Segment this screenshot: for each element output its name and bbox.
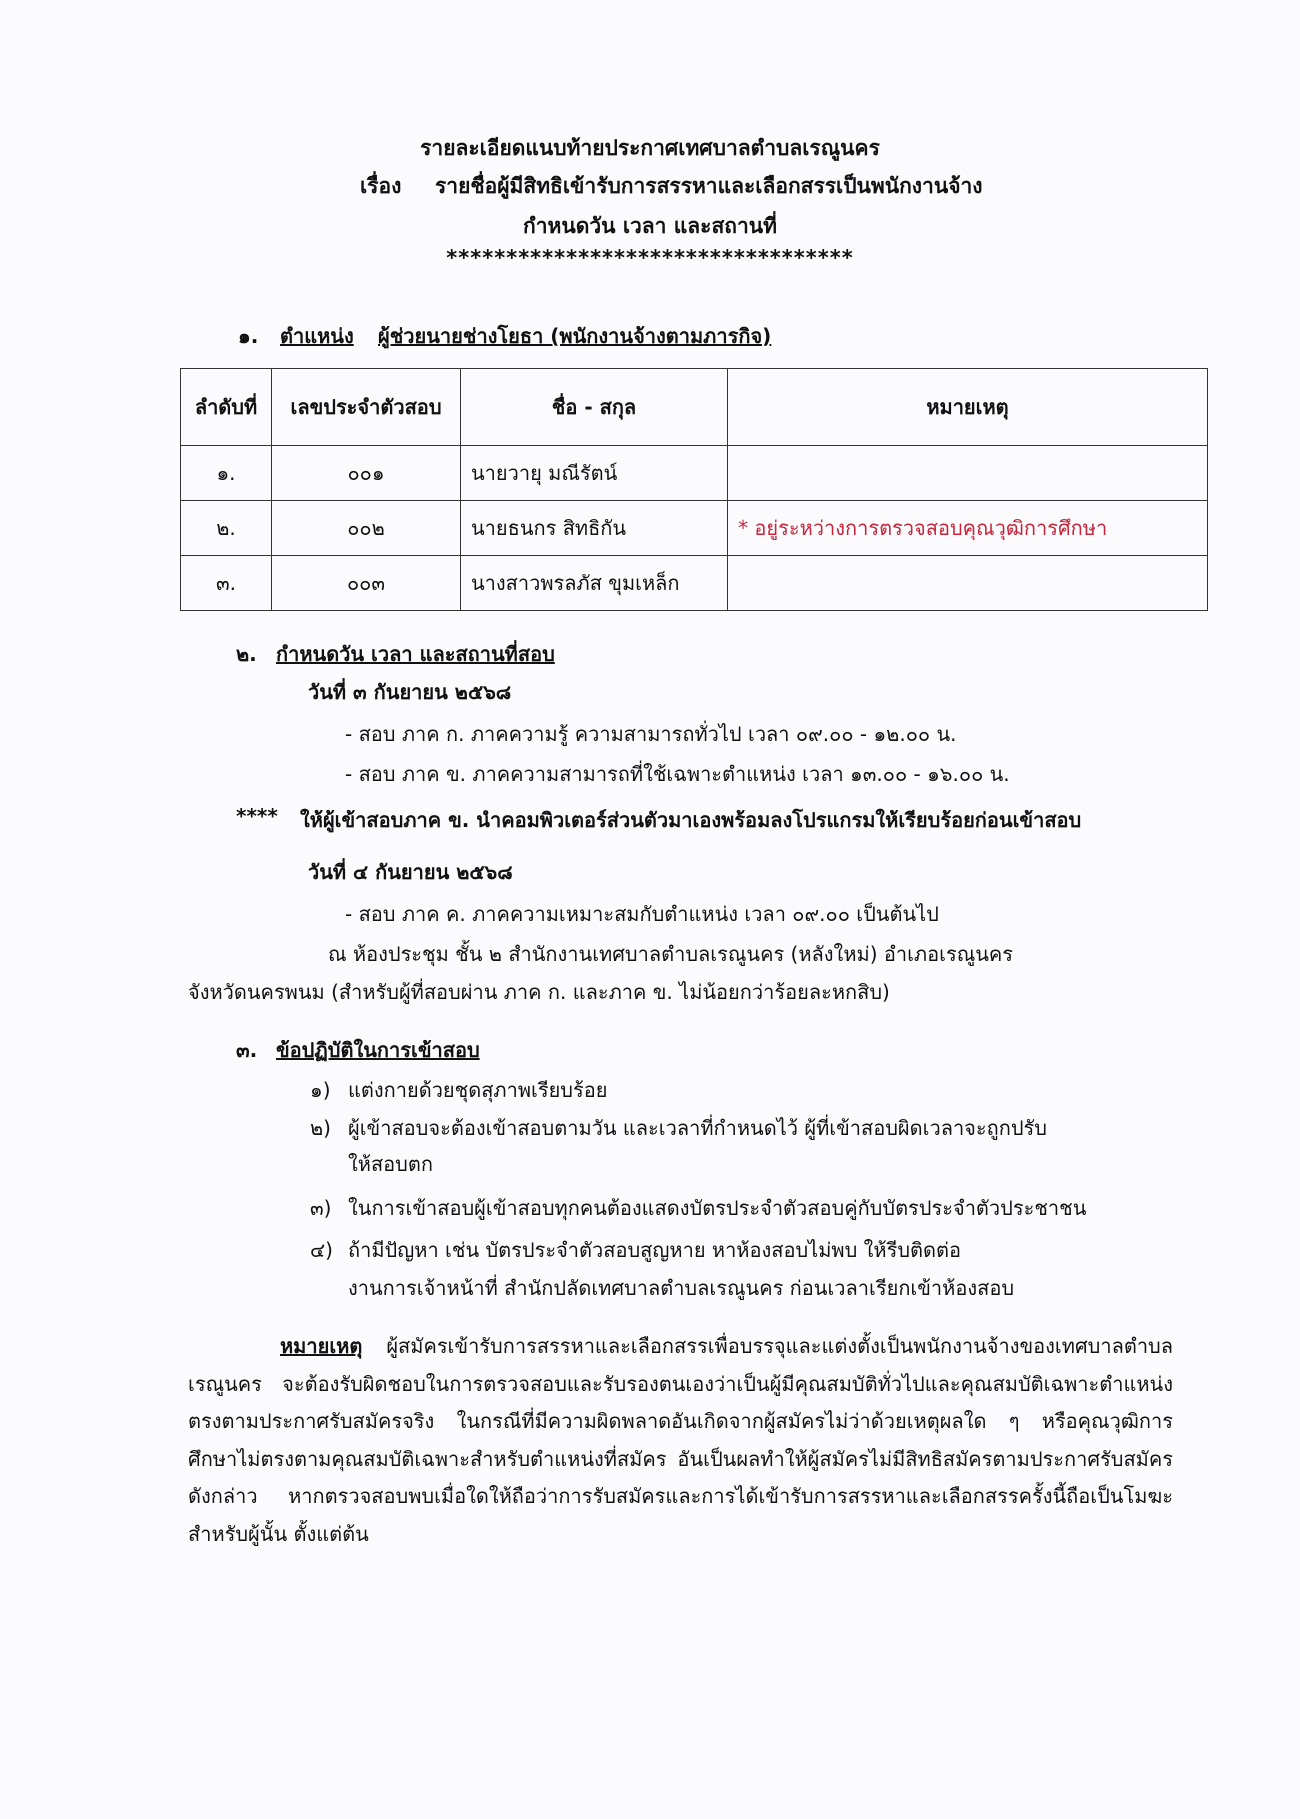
table-row [181,501,1208,556]
row-remark [728,556,1208,611]
row-name: นายวายุ มณีรัตน์ [461,446,728,501]
section1-title: ผู้ช่วยนายช่างโยธา (พนักงานจ้างตามภารกิจ) [378,324,772,348]
section3-number: ๓. [236,1038,258,1062]
col-header-remark: หมายเหตุ [728,369,1208,446]
remark-label: หมายเหตุ [280,1334,363,1358]
rule-text-cont: งานการเจ้าหน้าที่ สำนักปลัดเทศบาลตำบลเรณูนคร ก่อนเวลาเรียกเข้าห้องสอบ [348,1276,1015,1300]
venue-line2: จังหวัดนครพนม (สำหรับผู้ที่สอบผ่าน ภาค ก. และภาค ข. ไม่น้อยกว่าร้อยละหกสิบ) [188,980,890,1004]
exam-part-c: - สอบ ภาค ค. ภาคความเหมาะสมกับตำแหน่ง เวลา ๐๙.๐๐ เป็นต้นไป [345,902,939,926]
subject-label: เรื่อง [360,174,402,198]
subject-text: รายชื่อผู้มีสิทธิเข้ารับการสรรหาและเลือกสรรเป็นพนักงานจ้าง [435,174,983,198]
header-divider: ********************************** [446,246,854,270]
row-exam-id: ๐๐๒ [272,501,461,556]
row-order: ๒. [181,501,272,556]
row-remark [728,446,1208,501]
rule-text: ผู้เข้าสอบจะต้องเข้าสอบตามวัน และเวลาที่กำหนดไว้ ผู้ที่เข้าสอบผิดเวลาจะถูกปรับ [348,1116,1047,1140]
row-name: นางสาวพรลภัส ขุมเหล็ก [461,556,728,611]
col-header-name: ชื่อ - สกุล [461,369,728,446]
row-exam-id: ๐๐๓ [272,556,461,611]
exam-part-b: - สอบ ภาค ข. ภาคความสามารถที่ใช้เฉพาะตำแหน่ง เวลา ๑๓.๐๐ - ๑๖.๐๐ น. [345,762,1010,786]
remark-paragraph [188,1328,1173,1553]
rule-text: ถ้ามีปัญหา เช่น บัตรประจำตัวสอบสูญหาย หาห้องสอบไม่พบ ให้รีบติดต่อ [348,1238,962,1262]
rule-number: ๓) [310,1196,332,1220]
notice-stars: **** [236,804,278,828]
rule-number: ๑) [310,1078,331,1102]
row-exam-id: ๐๐๑ [272,446,461,501]
rule-text-cont: ให้สอบตก [348,1152,433,1176]
row-order: ๓. [181,556,272,611]
row-name: นายธนกร สิทธิกัน [461,501,728,556]
section2-title: กำหนดวัน เวลา และสถานที่สอบ [276,642,555,666]
exam-part-a: - สอบ ภาค ก. ภาคความรู้ ความสามารถทั่วไป เวลา ๐๙.๐๐ - ๑๒.๐๐ น. [345,722,957,746]
rule-text: ในการเข้าสอบผู้เข้าสอบทุกคนต้องแสดงบัตรประจำตัวสอบคู่กับบัตรประจำตัวประชาชน [348,1196,1087,1220]
venue-line1: ณ ห้องประชุม ชั้น ๒ สำนักงานเทศบาลตำบลเรณูนคร (หลังใหม่) อำเภอเรณูนคร [328,942,1014,966]
row-remark: * อยู่ระหว่างการตรวจสอบคุณวุฒิการศึกษา [728,501,1208,556]
table-row [181,556,1208,611]
table-row [181,446,1208,501]
doc-subtitle: กำหนดวัน เวลา และสถานที่ [523,214,777,238]
section1-number: ๑. [238,324,259,348]
remark-text: ผู้สมัครเข้ารับการสรรหาและเลือกสรรเพื่อบรรจุและแต่งตั้งเป็นพนักงานจ้างของเทศบาลตำบลเรณูนคร จะต้องรับผิดชอบในการตรวจสอบและรับรองตนเองว่าเป็นผู้มีคุณสมบัติทั่วไปและคุณสมบัติเฉพาะตำแหน่งตรงตามประกาศรับสมัครจริง ในกรณีที่มีความผิดพลาดอันเกิดจากผู้สมัครไม่ว่าด้วยเหตุผลใด ๆ หรือคุณวุฒิการศึกษาไม่ตรงตามคุณสมบัติเฉพาะสำหรับตำแหน่งที่สมัคร อันเป็นผลทำให้ผู้สมัครไม่มีสิทธิสมัครตามประกาศรับสมัครดังกล่าว หากตรวจสอบพบเมื่อใดให้ถือว่าการรับสมัครและการได้เข้ารับการสรรหาและเลือกสรรครั้งนี้ถือเป็นโมฆะสำหรับผู้นั้น ตั้งแต่ต้น [188,1334,1173,1546]
rule-text: แต่งกายด้วยชุดสุภาพเรียบร้อย [348,1078,608,1102]
computer-notice: ให้ผู้เข้าสอบภาค ข. นำคอมพิวเตอร์ส่วนตัวมาเองพร้อมลงโปรแกรมให้เรียบร้อยก่อนเข้าสอบ [300,808,1082,832]
col-header-order: ลำดับที่ [181,369,272,446]
col-header-exam-id: เลขประจำตัวสอบ [272,369,461,446]
row-order: ๑. [181,446,272,501]
exam-day2: วันที่ ๔ กันยายน ๒๕๖๘ [308,860,513,884]
rule-number: ๒) [310,1116,331,1140]
rule-number: ๔) [310,1238,333,1262]
doc-title: รายละเอียดแนบท้ายประกาศเทศบาลตำบลเรณูนคร [420,136,880,160]
candidate-table [180,368,1208,611]
table-header-row [181,369,1208,446]
section3-title: ข้อปฏิบัติในการเข้าสอบ [276,1038,480,1062]
exam-day1: วันที่ ๓ กันยายน ๒๕๖๘ [308,680,512,704]
section1-label: ตำแหน่ง [280,324,354,348]
section2-number: ๒. [236,642,257,666]
